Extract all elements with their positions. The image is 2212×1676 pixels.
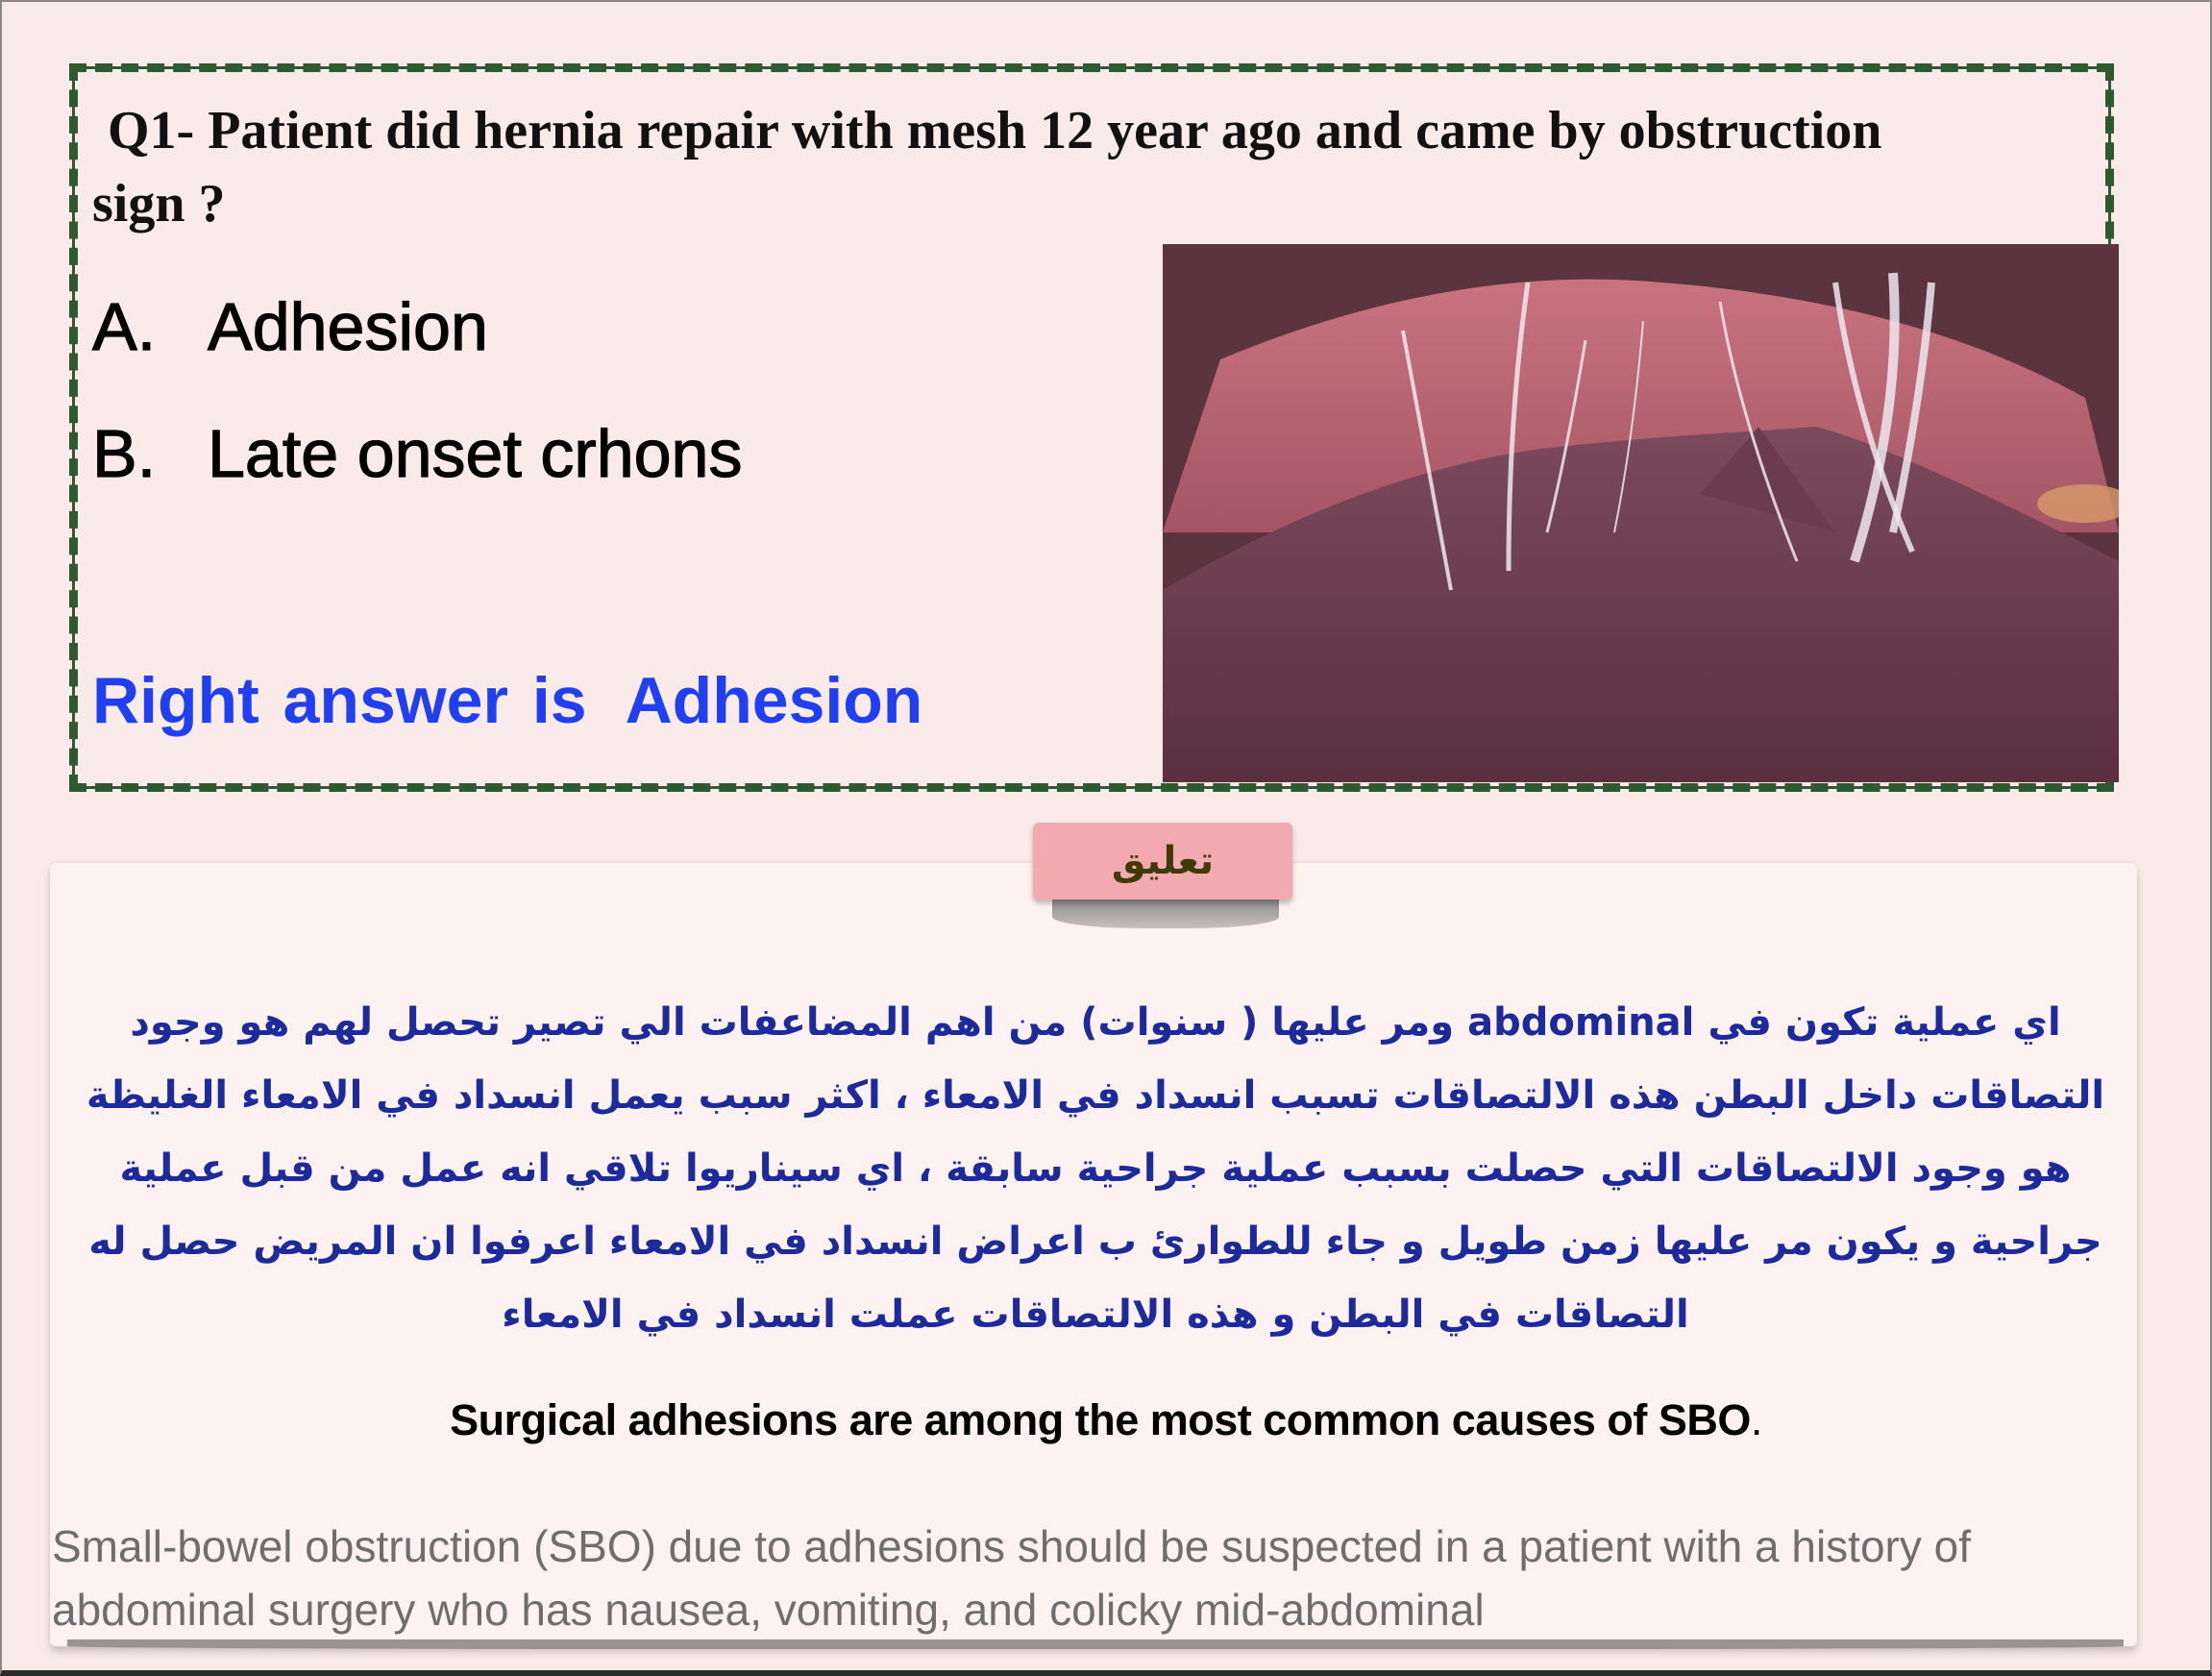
detail-text: Small-bowel obstruction (SBO) due to adhesions should be suspected in a patient with a history of abdominal surgery who has nausea, vomiting, and colicky mid-abdominal [52, 1521, 1972, 1635]
arabic-explanation: اي عملية تكون في abdominal ومر عليها ( سنوات) من اهم المضاعفات الي تصير تحصل لهم هو وجود التصاقات داخل البطن هذه الالتصاقات تسبب انسداد في الامعاء ، اكثر سبب يعمل انسداد في الامعاء الغليظة هو وجود الالتصاقات التي حصلت بسبب عملية جراحية سابقة ، اي سيناريوا تلاقي انه عمل من قبل عملية جراحية و يكون مر عليها زمن طويل و جاء للطوارئ ب اعراض انسداد في الامعاء اعرفوا ان المريض حصل له التصاقات في البطن و هذه الالتصاقات عملت انسداد في الامعاء [86, 1000, 2105, 1337]
summary-statement [0, 1395, 2212, 1445]
answer-value: Adhesion [625, 664, 923, 737]
option-a[interactable] [92, 288, 488, 365]
option-a-letter: A. [92, 289, 157, 364]
clinical-image [1163, 244, 2119, 782]
answer-prefix: Right answer is [92, 664, 587, 737]
tag-shadow [1052, 900, 1279, 928]
option-b-letter: B. [92, 416, 157, 491]
comment-tag: تعليق [1033, 823, 1292, 900]
option-b[interactable] [92, 415, 742, 492]
summary-period: . [1750, 1395, 1762, 1444]
option-a-label: Adhesion [208, 289, 488, 364]
adhesion-photo-icon [1163, 244, 2119, 782]
option-b-label: Late onset crhons [208, 416, 743, 491]
right-answer [92, 663, 922, 738]
question-text: Q1- Patient did hernia repair with mesh 12 year ago and came by obstruction sign ? [92, 101, 1882, 234]
summary-text: Surgical adhesions are among the most common causes of SBO [450, 1395, 1751, 1444]
